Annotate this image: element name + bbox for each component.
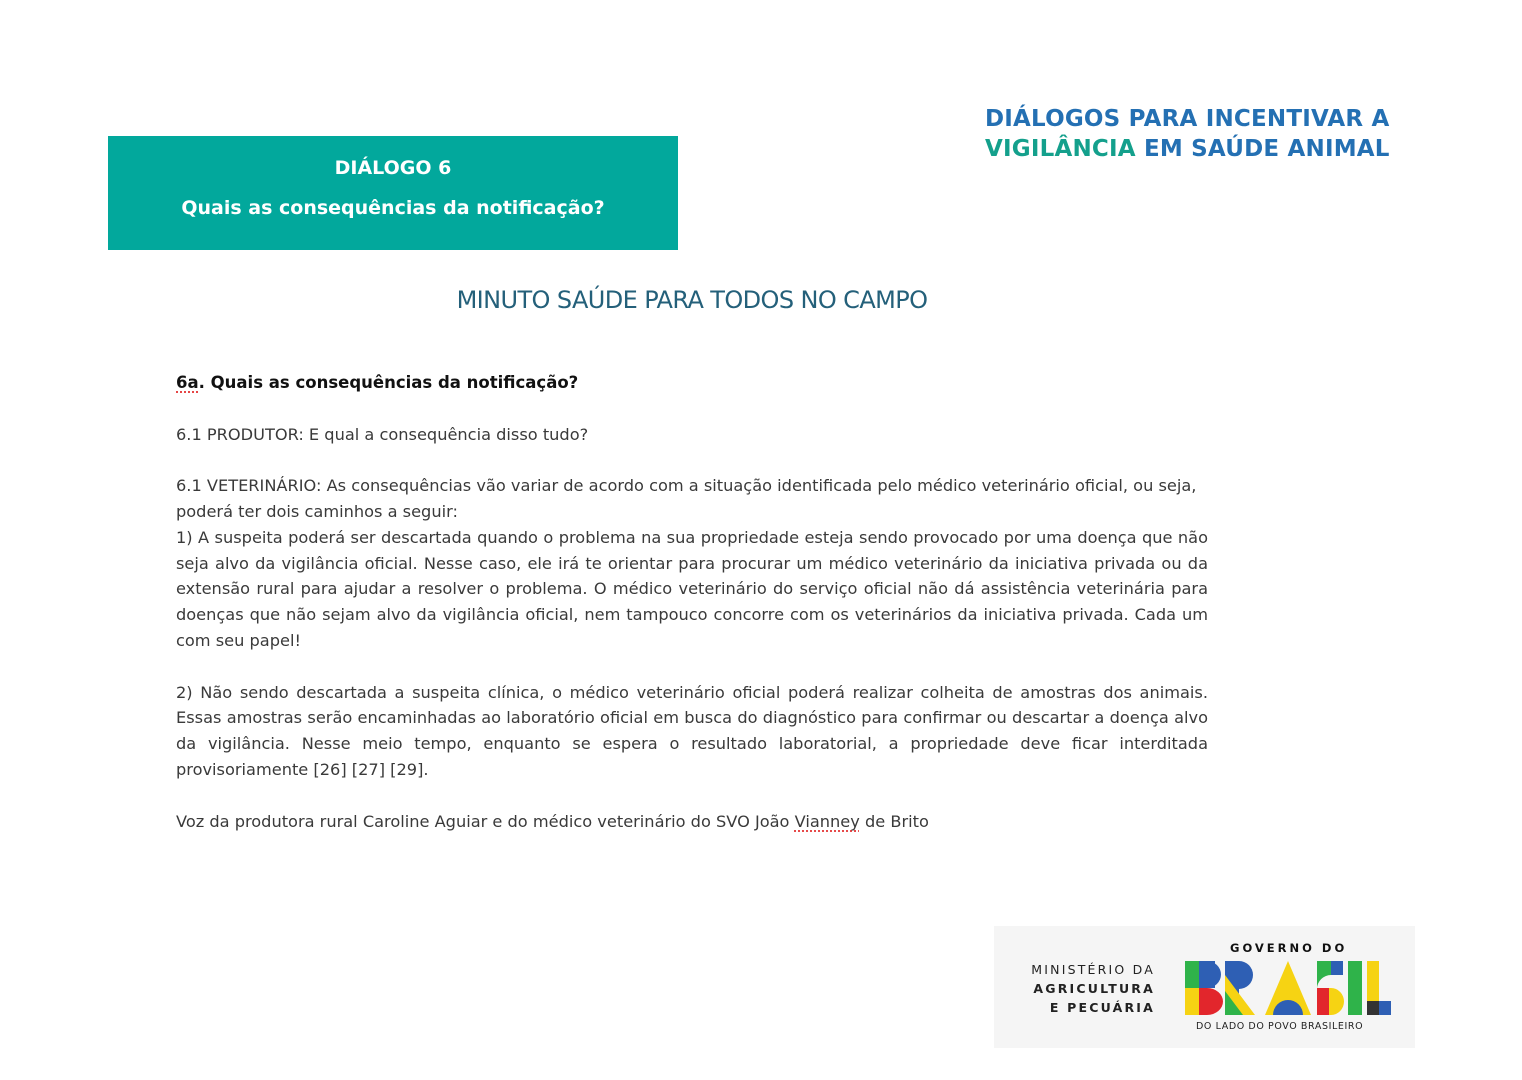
credits-text: Voz da produtora rural Caroline Aguiar e do médico veterinário do SVO João (176, 811, 795, 831)
credits-text-end: de Brito (859, 811, 929, 831)
series-title-accent: VIGILÂNCIA (985, 136, 1136, 162)
dialog-banner (108, 136, 678, 250)
ministry-name (1031, 960, 1155, 1017)
credits-line (176, 809, 1208, 835)
ministry-line-2: AGRICULTURA (1033, 981, 1155, 996)
gov-slogan: DO LADO DO POVO BRASILEIRO (1196, 1021, 1364, 1032)
government-logo-block (994, 926, 1415, 1048)
series-title (985, 104, 1405, 164)
brasil-logo-icon (1185, 961, 1391, 1015)
series-title-rest: EM SAÚDE ANIMAL (1135, 136, 1390, 162)
question-heading-prefix: 6a (176, 373, 199, 392)
credits-name-flagged: Vianney (794, 811, 860, 831)
dialog-question: Quais as consequências da notificação? (181, 197, 605, 219)
dialog-number: DIÁLOGO 6 (334, 157, 452, 179)
item-1-paragraph: 1) A suspeita poderá ser descartada quando o problema na sua propriedade esteja sendo provocado por uma doença que não seja alvo da vigilância oficial. Nesse caso, ele irá te orientar para procurar um médico veterinário da iniciativa privada ou da extensão rural para ajudar a resolver o problema. O médico veterinário do serviço oficial não dá assistência veterinária para doenças que não sejam alvo da vigilância oficial, nem tampouco concorre com os veterinários da iniciativa privada. Cada um com seu papel! (176, 527, 1208, 650)
ministry-line-3: E PECUÁRIA (1049, 1000, 1155, 1015)
produtor-line: 6.1 PRODUTOR: E qual a consequência disso tudo? (176, 424, 589, 444)
question-heading (176, 370, 1208, 396)
section-title: MINUTO SAÚDE PARA TODOS NO CAMPO (456, 286, 928, 314)
veterinario-intro: 6.1 VETERINÁRIO: As consequências vão variar de acordo com a situação identificada pelo médico veterinário oficial, ou seja, poderá ter dois caminhos a seguir: (176, 476, 1197, 521)
item-2-paragraph: 2) Não sendo descartada a suspeita clínica, o médico veterinário oficial poderá realizar colheita de amostras dos animais. Essas amostras serão encaminhadas ao laboratório oficial em busca do diagnóstico para confirmar ou descartar a doença alvo da vigilância. Nesse meio tempo, enquanto se espera o resultado laboratorial, a propriedade deve ficar interditada provisoriamente [26] [27] [29]. (176, 682, 1208, 779)
ministry-line-1: MINISTÉRIO DA (1031, 962, 1155, 977)
series-title-line2 (985, 134, 1405, 164)
gov-label-top: GOVERNO DO (1230, 941, 1348, 955)
question-heading-text: . Quais as consequências da notificação? (198, 373, 579, 392)
series-title-line1: DIÁLOGOS PARA INCENTIVAR A (985, 106, 1390, 132)
document-body (176, 370, 1208, 834)
